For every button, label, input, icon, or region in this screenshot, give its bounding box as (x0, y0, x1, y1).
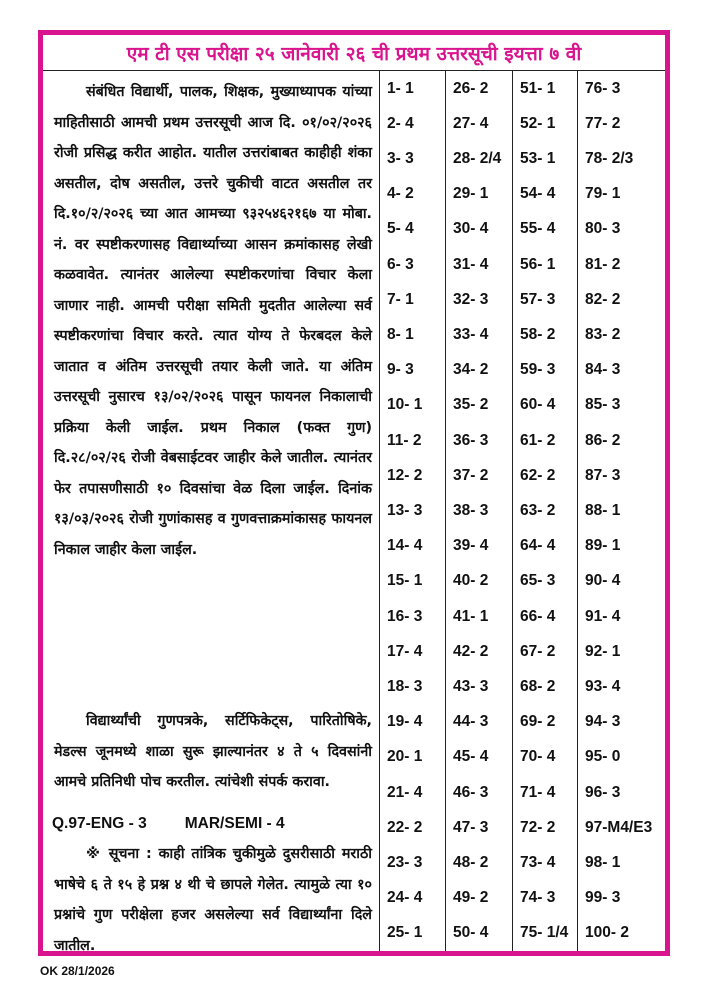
answers-column-2 (446, 71, 513, 951)
answer-cell: 39- 4 (453, 537, 489, 555)
answer-cell: 65- 3 (520, 572, 556, 590)
answer-cell: 35- 2 (453, 396, 489, 414)
q97-eng-answer: Q.97-ENG - 3 (52, 815, 147, 832)
notice-paragraph-3: ※ सूचना : काही तांत्रिक चुकीमुळे दुसरीसाठी मराठी भाषेचे ६ ते १५ हे प्रश्न ४ थी चे छापले गेलेत. त्यामुळे त्या १० प्रश्नांचे गुण परीक्षेला हजर असलेल्या सर्व विद्यार्थ्यांना दिले जातील. (54, 846, 372, 954)
answer-cell: 41- 1 (453, 607, 489, 625)
answer-cell: 90- 4 (585, 572, 621, 590)
answer-cell: 70- 4 (520, 748, 556, 766)
answer-cell: 51- 1 (520, 79, 556, 97)
answer-cell: 27- 4 (453, 114, 489, 132)
answer-cell: 73- 4 (520, 854, 556, 872)
answers-column-1 (380, 71, 446, 951)
answer-cell: 42- 2 (453, 642, 489, 660)
answer-cell: 99- 3 (585, 889, 621, 907)
answer-cell: 18- 3 (387, 678, 423, 696)
answer-cell: 13- 3 (387, 502, 423, 520)
answer-cell: 59- 3 (520, 361, 556, 379)
q97-mar-answer: MAR/SEMI - 4 (184, 815, 285, 832)
q97-answer-line (52, 815, 285, 833)
answer-cell: 23- 3 (387, 854, 423, 872)
answer-cell: 87- 3 (585, 466, 621, 484)
answer-cell: 62- 2 (520, 466, 556, 484)
answer-cell: 72- 2 (520, 818, 556, 836)
answer-cell: 98- 1 (585, 854, 621, 872)
answer-cell: 6- 3 (387, 255, 414, 273)
answer-cell: 92- 1 (585, 642, 621, 660)
answer-cell: 58- 2 (520, 326, 556, 344)
answer-cell: 66- 4 (520, 607, 556, 625)
answer-cell: 8- 1 (387, 326, 414, 344)
answer-cell: 3- 3 (387, 150, 414, 167)
answer-cell: 53- 1 (520, 150, 556, 167)
answer-cell: 10- 1 (387, 396, 423, 414)
answer-cell: 75- 1/4 (520, 924, 569, 942)
answer-cell: 22- 2 (387, 818, 423, 836)
answer-cell: 9- 3 (387, 361, 414, 379)
answer-cell: 97-M4/E3 (585, 818, 653, 836)
answer-cell: 16- 3 (387, 607, 423, 625)
answer-cell: 32- 3 (453, 290, 489, 308)
answer-cell: 96- 3 (585, 783, 621, 801)
answer-cell: 86- 2 (585, 431, 621, 449)
answer-cell: 85- 3 (585, 396, 621, 414)
answer-cell: 14- 4 (387, 537, 423, 555)
answer-key-frame (38, 30, 670, 956)
answer-cell: 36- 3 (453, 431, 489, 449)
answer-cell: 11- 2 (387, 431, 422, 449)
answer-cell: 81- 2 (585, 255, 621, 273)
answer-cell: 21- 4 (387, 783, 423, 801)
footer-date: OK 28/1/2026 (40, 964, 115, 978)
answer-cell: 1- 1 (387, 79, 414, 97)
answer-cell: 60- 4 (520, 396, 556, 414)
answer-cell: 43- 3 (453, 678, 489, 696)
notice-paragraph-1: संबंधित विद्यार्थी, पालक, शिक्षक, मुख्याध्यापक यांच्या माहितीसाठी आमची प्रथम उत्तरसूची आज दि. ०१/०२/२०२६ रोजी प्रसिद्ध करीत आहोत. यातील उत्तरांबाबत काहीही शंका असतील, दोष असतील, उत्तरे चुकीची वाटत असतील तर दि.१०/२/२०२६ च्या आत आमच्या ९३२५४६२१६७ या मोबा. नं. वर स्पष्टीकरणासह विद्यार्थ्याच्या आसन क्रमांकासह लेखी कळवावेत. त्यानंतर आलेल्या स्पष्टीकरणांचा विचार केला जाणार नाही. आमची परीक्षा समिती मुदतीत आलेल्या सर्व स्पष्टीकरणांचा विचार करते. त्यात योग्य ते फेरबदल केले जातात व अंतिम उत्तरसूची तयार केली जाते. या अंतिम उत्तरसूची नुसारच १३/०२/२०२६ पासून फायनल निकालाची प्रक्रिया केली जाईल. प्रथम निकाल (फक्त गुण) दि.२८/०२/२६ रोजी वेबसाईटवर जाहीर केले जातील. त्यानंतर फेर तपासणीसाठी १० दिवसांचा वेळ दिला जाईल. दिनांक १३/०३/२०२६ रोजी गुणांकासह व गुणवत्ताक्रमांकासह फायनल निकाल जाहीर केला जाईल. (54, 84, 372, 558)
answer-cell: 83- 2 (585, 326, 621, 344)
answer-cell: 30- 4 (453, 220, 489, 238)
answer-cell: 61- 2 (520, 431, 556, 449)
answer-cell: 74- 3 (520, 889, 556, 907)
answer-cell: 31- 4 (453, 255, 489, 273)
answer-cell: 71- 4 (520, 783, 556, 801)
answer-cell: 15- 1 (387, 572, 423, 590)
answer-cell: 25- 1 (387, 924, 423, 942)
answer-cell: 82- 2 (585, 290, 621, 308)
answer-cell: 47- 3 (453, 818, 489, 836)
answer-cell: 29- 1 (453, 185, 489, 203)
answer-cell: 50- 4 (453, 924, 489, 942)
answer-cell: 89- 1 (585, 537, 621, 555)
answer-cell: 26- 2 (453, 79, 489, 97)
notice-paragraph-2: विद्यार्थ्यांची गुणपत्रके, सर्टिफिकेट्स, पारितोषिके, मेडल्स जूनमध्ये शाळा सुरू झाल्यानंतर ४ ते ५ दिवसांनी आमचे प्रतिनिधी पोच करतील. त्यांचेशी संपर्क करावा. (54, 713, 372, 790)
answer-cell: 63- 2 (520, 502, 556, 520)
answer-cell: 7- 1 (387, 290, 414, 308)
answer-cell: 88- 1 (585, 502, 621, 520)
answer-cell: 46- 3 (453, 783, 489, 801)
page-title: एम टी एस परीक्षा २५ जानेवारी २६ ची प्रथम उत्तरसूची इयत्ता ७ वी (43, 35, 665, 71)
answer-cell: 80- 3 (585, 220, 621, 238)
answer-cell: 84- 3 (585, 361, 621, 379)
answer-cell: 94- 3 (585, 713, 621, 731)
answer-cell: 28- 2/4 (453, 150, 502, 167)
answer-cell: 4- 2 (387, 185, 414, 203)
answer-cell: 68- 2 (520, 678, 556, 696)
answers-column-4 (578, 71, 665, 951)
notice-column (43, 71, 380, 954)
answer-cell: 100- 2 (585, 924, 629, 942)
answer-cell: 48- 2 (453, 854, 489, 872)
answer-cell: 79- 1 (585, 185, 621, 203)
answer-cell: 93- 4 (585, 678, 621, 696)
answer-cell: 76- 3 (585, 79, 621, 97)
answer-cell: 20- 1 (387, 748, 423, 766)
answer-cell: 78- 2/3 (585, 150, 634, 167)
answer-cell: 45- 4 (453, 748, 489, 766)
answer-cell: 56- 1 (520, 255, 556, 273)
answer-cell: 40- 2 (453, 572, 489, 590)
answer-cell: 91- 4 (585, 607, 621, 625)
answer-cell: 2- 4 (387, 114, 414, 132)
answer-cell: 44- 3 (453, 713, 489, 731)
answers-column-3 (513, 71, 578, 951)
answer-cell: 24- 4 (387, 889, 423, 907)
answer-cell: 69- 2 (520, 713, 556, 731)
answer-cell: 5- 4 (387, 220, 414, 238)
answer-cell: 67- 2 (520, 642, 556, 660)
answer-cell: 57- 3 (520, 290, 556, 308)
answer-cell: 77- 2 (585, 114, 621, 132)
answer-cell: 37- 2 (453, 466, 489, 484)
answer-cell: 12- 2 (387, 466, 423, 484)
answer-cell: 49- 2 (453, 889, 489, 907)
answer-cell: 55- 4 (520, 220, 556, 238)
answer-cell: 64- 4 (520, 537, 556, 555)
answer-cell: 95- 0 (585, 748, 621, 766)
answer-cell: 33- 4 (453, 326, 489, 344)
answer-cell: 38- 3 (453, 502, 489, 520)
answer-cell: 34- 2 (453, 361, 489, 379)
answer-cell: 52- 1 (520, 114, 556, 132)
answer-cell: 17- 4 (387, 642, 423, 660)
answer-cell: 19- 4 (387, 713, 423, 731)
answer-cell: 54- 4 (520, 185, 556, 203)
